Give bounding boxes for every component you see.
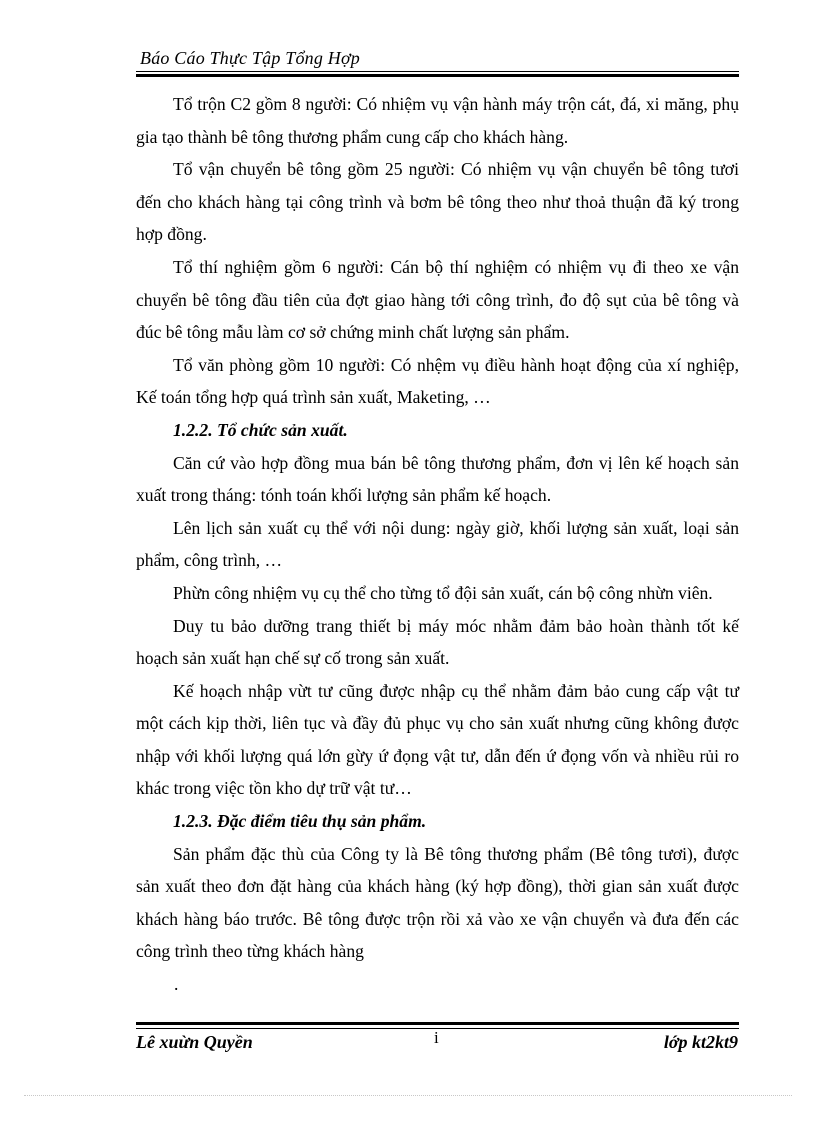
footer-author: Lê xuừn Quyền xyxy=(136,1032,253,1052)
paragraph: Phừn công nhiệm vụ cụ thể cho từng tổ đội sản xuất, cán bộ công nhừn viên. xyxy=(173,582,713,603)
paragraph: Duy tu bảo dưỡng trang thiết bị máy móc nhằm đảm bảo hoàn thành tốt kế hoạch sản xuất hạn chế sự cố trong sản xuất. xyxy=(136,615,739,669)
paragraph: Tổ văn phòng gồm 10 người: Có nhệm vụ điều hành hoạt động của xí nghiệp, Kế toán tổng hợp quá trình sản xuất, Maketing, … xyxy=(136,354,739,408)
body-text xyxy=(136,88,739,1001)
page-bottom-dotted-line xyxy=(24,1095,792,1096)
paragraph: Kế hoạch nhập vừt tư cũng được nhập cụ thể nhằm đảm bảo cung cấp vật tư một cách kịp thời, liên tục và đầy đủ phục vụ cho sản xuất nhưng cũng không được nhập với khối lượng quá lớn gừy ứ đọng vật tư, dẫn đến ứ đọng vốn và nhiều rủi ro khác trong việc tồn kho dự trữ vật tư… xyxy=(136,680,739,799)
paragraph: Tổ trộn C2 gồm 8 người: Có nhiệm vụ vận hành máy trộn cát, đá, xi măng, phụ gia tạo thành bê tông thương phẩm cung cấp cho khách hàng. xyxy=(136,94,739,147)
paragraph: Sản phẩm đặc thù của Công ty là Bê tông thương phẩm (Bê tông tươi), được sản xuất theo đơn đặt hàng của khách hàng (ký hợp đồng), thời gian sản xuất được khách hàng báo trước. Bê tông được trộn rồi xả vào xe vận chuyển và đưa đến các công trình theo từng khách hàng xyxy=(136,843,739,962)
header-rule-thin xyxy=(136,71,739,72)
paragraph: Tổ thí nghiệm gồm 6 người: Cán bộ thí nghiệm có nhiệm vụ đi theo xe vận chuyển bê tông đầu tiên của đợt giao hàng tới công trình, đo độ sụt của bê tông và đúc bê tông mẫu làm cơ sở chứng minh chất lượng sản phẩm. xyxy=(136,256,739,343)
paragraph: Tổ vận chuyển bê tông gồm 25 người: Có nhiệm vụ vận chuyển bê tông tươi đến cho khách hàng tại công trình và bơm bê tông theo như thoả thuận đã ký trong hợp đồng. xyxy=(136,159,739,245)
page-number: i xyxy=(434,1028,439,1047)
paragraph: Căn cứ vào hợp đồng mua bán bê tông thương phẩm, đơn vị lên kế hoạch sản xuất trong tháng: tónh toán khối lượng sản phẩm kế hoạch. xyxy=(136,452,739,506)
footer-class: lớp kt2kt9 xyxy=(663,1032,738,1052)
trailing-dot: . xyxy=(174,974,179,995)
section-heading: 1.2.3. Đặc điểm tiêu thụ sản phẩm. xyxy=(173,811,427,832)
footer-rule-thick xyxy=(136,1022,739,1025)
header-rule-thick xyxy=(136,74,739,77)
header-title: Báo Cáo Thực Tập Tổng Hợp xyxy=(140,48,360,68)
paragraph: Lên lịch sản xuất cụ thể với nội dung: ngày giờ, khối lượng sản xuất, loại sản phẩm, công trình, … xyxy=(136,517,739,571)
section-heading: 1.2.2. Tổ chức sản xuất. xyxy=(173,419,348,440)
